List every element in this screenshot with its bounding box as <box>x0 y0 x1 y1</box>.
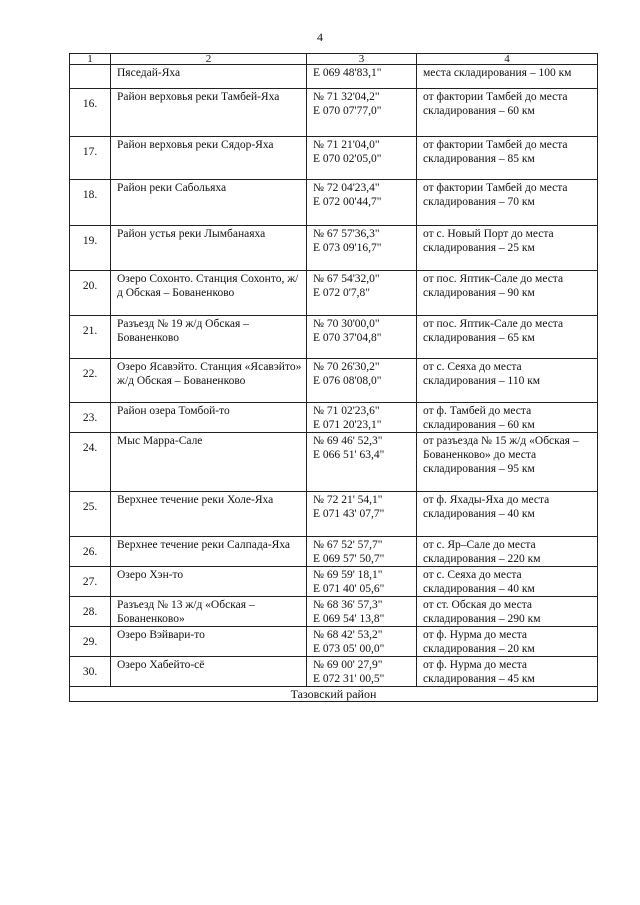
table-row <box>70 226 598 271</box>
row-number: 26. <box>70 537 111 567</box>
table-row <box>70 492 598 537</box>
coordinates: № 67 57'36,3" E 073 09'16,7" <box>307 226 417 271</box>
table-row <box>70 359 598 403</box>
coordinates: № 72 21' 54,1" E 071 43' 07,7" <box>307 492 417 537</box>
distance-to-storage: от ф. Яхады-Яха до места складирования – 40 км <box>417 492 598 537</box>
location-name: Озеро Сохонто. Станция Сохонто, ж/д Обская – Бованенково <box>111 271 307 316</box>
row-number: 23. <box>70 403 111 433</box>
table-row <box>70 567 598 597</box>
row-number: 20. <box>70 271 111 316</box>
coordinates: № 71 32'04,2" E 070 07'77,0" <box>307 89 417 137</box>
table-row <box>70 316 598 359</box>
row-number: 25. <box>70 492 111 537</box>
distance-to-storage: от с. Сеяха до места складирования – 110 км <box>417 359 598 403</box>
row-number: 28. <box>70 597 111 627</box>
distance-to-storage: от фактории Тамбей до места складирования – 60 км <box>417 89 598 137</box>
column-header: 1 <box>70 54 111 65</box>
coordinates: № 69 46' 52,3" E 066 51' 63,4" <box>307 433 417 492</box>
location-name: Озеро Хэн-то <box>111 567 307 597</box>
row-number: 27. <box>70 567 111 597</box>
table-header-row <box>70 54 598 65</box>
coordinates: № 69 59' 18,1" E 071 40' 05,6" <box>307 567 417 597</box>
row-number: 30. <box>70 657 111 687</box>
coordinates: E 069 48'83,1" <box>307 65 417 89</box>
row-number: 17. <box>70 137 111 180</box>
row-number: 19. <box>70 226 111 271</box>
table-row <box>70 627 598 657</box>
table-row <box>70 657 598 687</box>
table-row <box>70 597 598 627</box>
location-name: Разъезд № 19 ж/д Обская – Бованенково <box>111 316 307 359</box>
row-number: 18. <box>70 180 111 226</box>
location-name: Мыс Марра-Сале <box>111 433 307 492</box>
coordinates: № 68 42' 53,2" E 073 05' 00,0" <box>307 627 417 657</box>
distance-to-storage: от пос. Яптик-Сале до места складирования – 65 км <box>417 316 598 359</box>
location-name: Район устья реки Лымбанаяха <box>111 226 307 271</box>
table-row <box>70 137 598 180</box>
column-header: 4 <box>417 54 598 65</box>
row-number: 24. <box>70 433 111 492</box>
column-header: 3 <box>307 54 417 65</box>
coordinates: № 70 26'30,2" E 076 08'08,0" <box>307 359 417 403</box>
coordinates: № 71 21'04,0" E 070 02'05,0" <box>307 137 417 180</box>
distance-to-storage: от фактории Тамбей до места складирования – 85 км <box>417 137 598 180</box>
table-row <box>70 403 598 433</box>
distance-to-storage: от с. Сеяха до места складирования – 40 км <box>417 567 598 597</box>
coordinates: № 67 52' 57,7" E 069 57' 50,7" <box>307 537 417 567</box>
row-number <box>70 65 111 89</box>
row-number: 21. <box>70 316 111 359</box>
location-name: Верхнее течение реки Салпада-Яха <box>111 537 307 567</box>
coordinates: № 71 02'23,6" E 071 20'23,1" <box>307 403 417 433</box>
location-name: Район верховья реки Тамбей-Яха <box>111 89 307 137</box>
coordinates: № 68 36' 57,3" E 069 54' 13,8" <box>307 597 417 627</box>
table-row <box>70 271 598 316</box>
coordinates: № 70 30'00,0" E 070 37'04,8" <box>307 316 417 359</box>
coordinates: № 69 00' 27,9" E 072 31' 00,5" <box>307 657 417 687</box>
table-row <box>70 180 598 226</box>
column-header: 2 <box>111 54 307 65</box>
location-name: Озеро Ясавэйто. Станция «Ясавэйто» ж/д Обская – Бованенково <box>111 359 307 403</box>
distance-to-storage: от ф. Нурма до места складирования – 45 км <box>417 657 598 687</box>
table-row <box>70 89 598 137</box>
location-name: Озеро Хабейто-сё <box>111 657 307 687</box>
row-number: 16. <box>70 89 111 137</box>
location-name: Верхнее течение реки Холе-Яха <box>111 492 307 537</box>
distance-to-storage: от фактории Тамбей до места складирования – 70 км <box>417 180 598 226</box>
distance-to-storage: от ст. Обская до места складирования – 290 км <box>417 597 598 627</box>
distance-to-storage: от разъезда № 15 ж/д «Обская – Бованенково» до места складирования – 95 км <box>417 433 598 492</box>
coordinates: № 67 54'32,0" E 072 0'7,8" <box>307 271 417 316</box>
location-name: Район верховья реки Сядор-Яха <box>111 137 307 180</box>
distance-to-storage: от ф. Нурма до места складирования – 20 км <box>417 627 598 657</box>
distance-to-storage: от ф. Тамбей до места складирования – 60 км <box>417 403 598 433</box>
location-name: Район озера Томбой-то <box>111 403 307 433</box>
region-row <box>70 687 598 702</box>
locations-table <box>69 53 598 702</box>
location-name: Озеро Вэйвари-то <box>111 627 307 657</box>
coordinates: № 72 04'23,4" E 072 00'44,7" <box>307 180 417 226</box>
location-name: Разъезд № 13 ж/д «Обская – Бованенково» <box>111 597 307 627</box>
distance-to-storage: от с. Яр–Сале до места складирования – 220 км <box>417 537 598 567</box>
row-number: 22. <box>70 359 111 403</box>
distance-to-storage: от пос. Яптик-Сале до места складирования – 90 км <box>417 271 598 316</box>
table-row <box>70 65 598 89</box>
distance-to-storage: от с. Новый Порт до места складирования – 25 км <box>417 226 598 271</box>
table-row <box>70 433 598 492</box>
page-number: 4 <box>317 30 323 44</box>
location-name: Район реки Сабольяха <box>111 180 307 226</box>
location-name: Пяседай-Яха <box>111 65 307 89</box>
distance-to-storage: места складирования – 100 км <box>417 65 598 89</box>
row-number: 29. <box>70 627 111 657</box>
region-label: Тазовский район <box>70 687 598 702</box>
table-row <box>70 537 598 567</box>
